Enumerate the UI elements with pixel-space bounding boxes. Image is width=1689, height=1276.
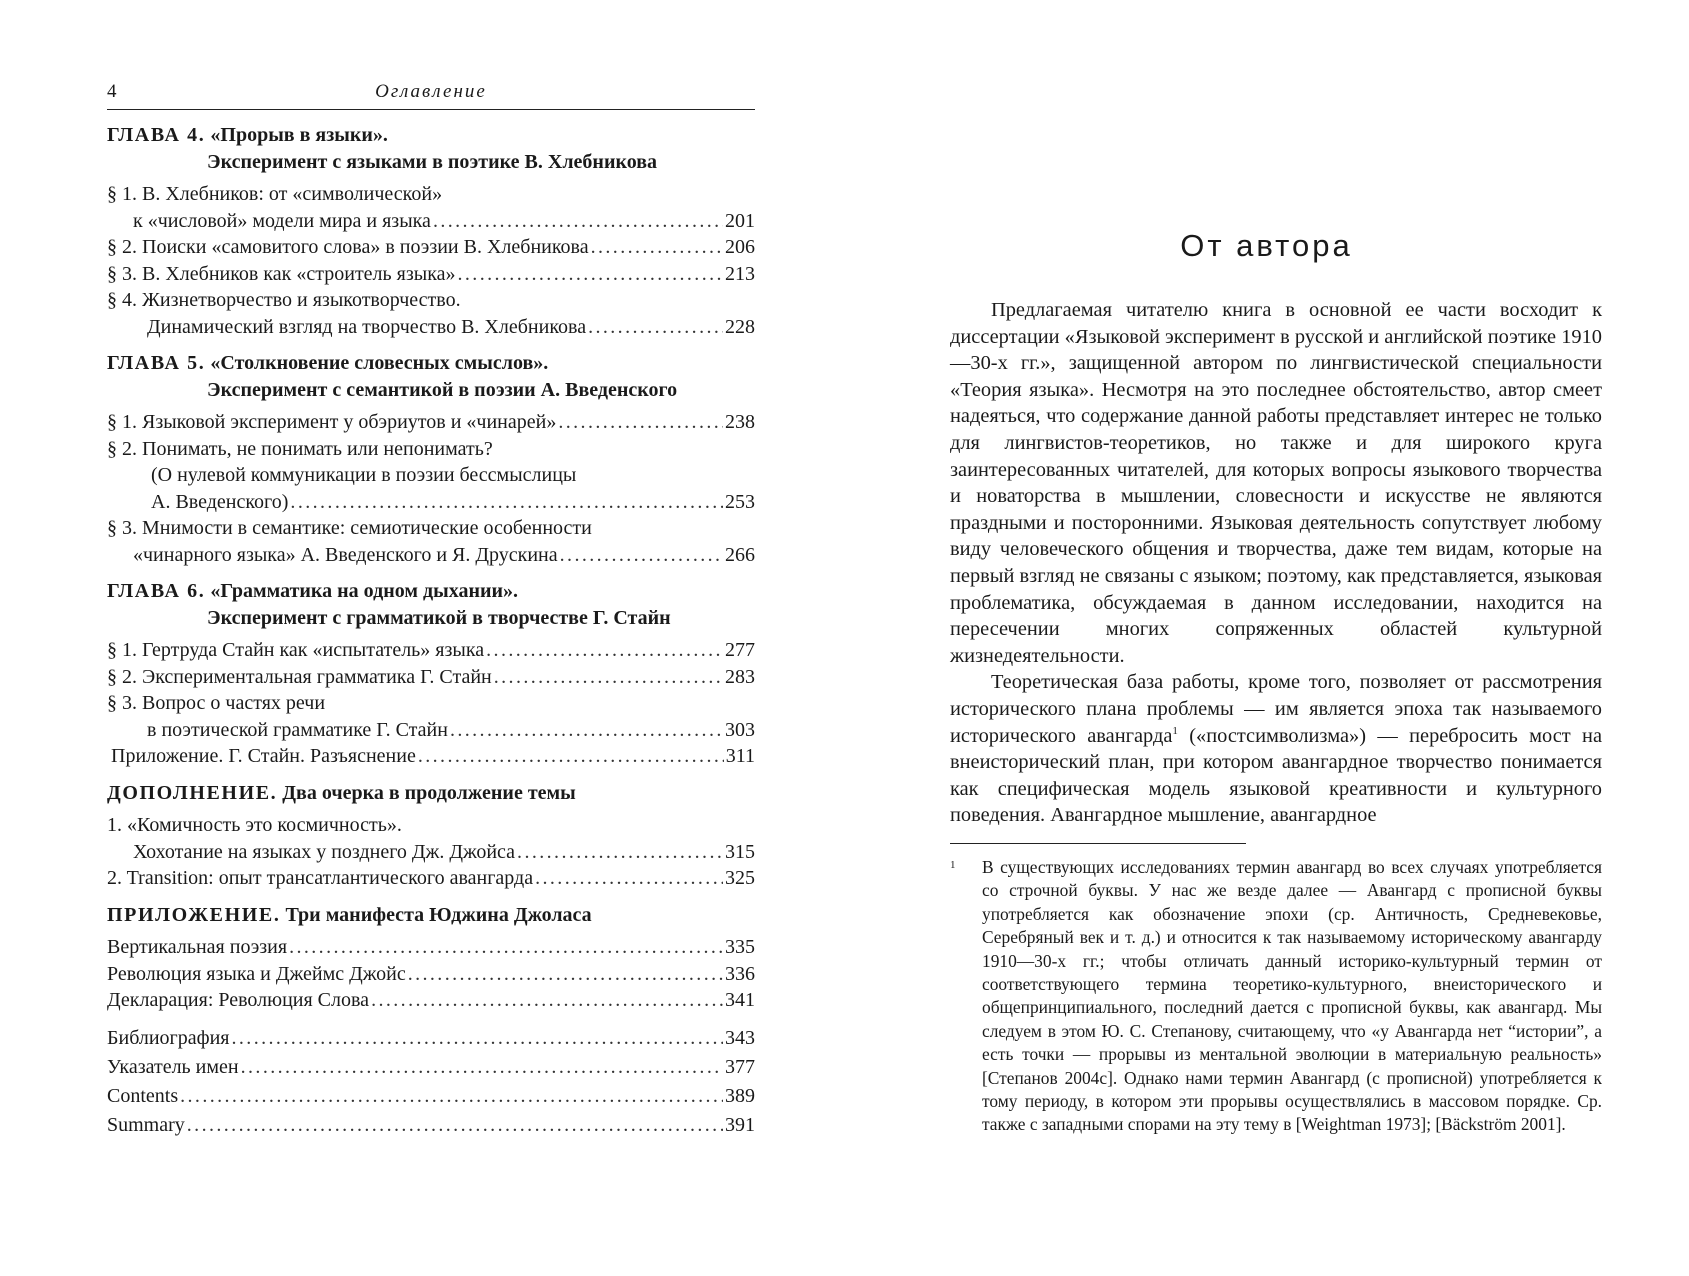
leader-dots	[494, 664, 723, 691]
toc-page-number: 213	[725, 262, 755, 285]
toc-entry[interactable]	[107, 409, 755, 436]
chapter-title: «Прорыв в языки».	[210, 124, 388, 146]
chapter-subtitle: Эксперимент с грамматикой в творчестве Г. Стайн	[207, 606, 671, 629]
leader-dots	[290, 489, 723, 516]
toc-page-number: 283	[725, 665, 755, 688]
toc-entry-text: (О нулевой коммуникации в поэзии бессмыслицы	[151, 464, 577, 486]
toc-entry-text: Вертикальная поэзия	[107, 936, 288, 958]
toc-entry-text: «чинарного языка» А. Введенского и Я. Друскина	[133, 543, 558, 566]
toc-page-number: 266	[725, 543, 755, 566]
toc-entry-text: § 3. Мнимости в семантике: семиотические особенности	[107, 517, 592, 539]
toc-entry[interactable]	[107, 987, 755, 1014]
right-page	[844, 0, 1689, 1276]
toc-entry-text: § 1. Языковой эксперимент у обэриутов и «чинарей»	[107, 411, 557, 433]
toc-entry-text: § 4. Жизнетворчество и языкотворчество.	[107, 289, 461, 311]
toc-page-number: 325	[725, 867, 755, 889]
leader-dots	[187, 1111, 723, 1140]
toc-entry-text: Summary	[107, 1113, 185, 1136]
toc-entry-text: Хохотание на языках у позднего Дж. Джойса	[133, 840, 516, 863]
chapter-5-heading	[107, 350, 755, 403]
chapter-label: ГЛАВА 5.	[107, 352, 206, 374]
toc-entry[interactable]	[107, 743, 755, 770]
toc-page-number: 228	[725, 315, 755, 338]
toc-page-number: 315	[725, 840, 755, 863]
toc-page-number: 391	[725, 1113, 755, 1136]
table-of-contents	[107, 122, 755, 1140]
leader-dots	[289, 934, 723, 961]
toc-page-number: 277	[725, 639, 755, 661]
chapter-subtitle: Эксперимент с языками в поэтике В. Хлебникова	[207, 150, 658, 173]
chapter-4-items	[107, 181, 755, 340]
leader-dots	[588, 314, 723, 341]
leader-dots	[558, 409, 723, 436]
paragraph: Предлагаемая читателю книга в основной ее части восходит к диссертации «Языковой эксперимент в русской и английской поэтике 1910—30-х гг.», защищенной автором по лингвистической специальности «Теория языка». Несмотря на это последнее обстоятельство, автор смеет надеяться, что содержание данной работы представляет интерес не только для лингвистов-теоретиков, но также и для широкого круга заинтересованных читателей, для которых вопросы языкового творчества и новаторства в мышлении, словесности и искусстве не являются праздными и посторонними. Языковая деятельность сопутствует любому виду человеческого общения и творчества, даже тем видам, которые на первый взгляд не связаны с языком; поэтому, как представляется, языковая проблематика, обсуждаемая в данном исследовании, находится на пересечении многих сопряженных областей культурной жизнедеятельности.	[950, 299, 1602, 667]
toc-entry-text: § 2. Экспериментальная грамматика Г. Стайн	[107, 665, 492, 688]
section-label: ДОПОЛНЕНИЕ.	[107, 781, 278, 804]
paragraph	[950, 669, 1602, 829]
leader-dots	[486, 637, 723, 664]
toc-entry-text: § 1. Гертруда Стайн как «испытатель» языка	[107, 639, 485, 661]
toc-entry[interactable]	[107, 961, 755, 988]
toc-entry[interactable]	[107, 181, 755, 234]
toc-entry[interactable]	[107, 812, 755, 865]
leader-dots	[560, 542, 723, 569]
toc-entry-text: Декларация: Революция Слова	[107, 989, 370, 1011]
toc-entry-text: § 3. Вопрос о частях речи	[107, 692, 326, 714]
paragraph-text: («постсимволизма») — перебросить мост на внеисторический план, при котором авангардное творчество понимается как специфическая модель языковой креативности и культурного поведения. Авангардное мышление, авангардное	[950, 724, 1603, 827]
toc-entry-text: § 2. Поиски «самовитого слова» в поэзии В. Хлебникова	[107, 236, 589, 258]
page-title: От автора	[1180, 228, 1353, 263]
paragraph-text: Теоретическая база работы, кроме того, позволяет от рассмотрения исторического плана проблемы — им является эпоха так называемого исторического авангарда	[950, 671, 1602, 747]
toc-entry-text: к «числовой» модели мира и языка	[133, 209, 431, 232]
toc-entry[interactable]	[107, 865, 755, 892]
leader-dots	[517, 839, 723, 866]
supplement-heading	[107, 780, 755, 807]
toc-page-number: 341	[725, 989, 755, 1011]
toc-entry-text: А. Введенского)	[151, 490, 289, 513]
toc-page-number: 343	[725, 1026, 755, 1049]
leader-dots	[458, 261, 724, 288]
leader-dots	[433, 208, 723, 235]
leader-dots	[591, 234, 723, 261]
toc-page-number: 303	[725, 718, 755, 741]
chapter-label: ГЛАВА 6.	[107, 580, 206, 602]
chapter-6-heading	[107, 578, 755, 631]
left-page	[0, 0, 844, 1276]
chapter-6-items	[107, 637, 755, 770]
toc-entry[interactable]	[107, 664, 755, 691]
chapter-subtitle: Эксперимент с семантикой в поэзии А. Введенского	[207, 378, 678, 401]
toc-entry[interactable]	[107, 1053, 755, 1082]
back-matter	[107, 1024, 755, 1140]
leader-dots	[408, 961, 723, 988]
toc-entry[interactable]	[107, 261, 755, 288]
toc-entry[interactable]	[107, 1024, 755, 1053]
footnote-reference[interactable]: 1	[1172, 724, 1178, 737]
toc-entry-text: Contents	[107, 1084, 179, 1107]
section-title: Три манифеста Юджина Джоласа	[285, 903, 592, 926]
section-label: ПРИЛОЖЕНИЕ.	[107, 903, 281, 926]
leader-dots	[232, 1024, 724, 1053]
toc-page-number: 377	[725, 1055, 755, 1078]
toc-page-number: 253	[725, 490, 755, 513]
toc-entry[interactable]	[107, 690, 755, 743]
toc-entry-text: § 2. Понимать, не понимать или непонимать?	[107, 437, 493, 460]
footnote-text: В существующих исследованиях термин авангард во всех случаях употребляется со строчной буквы. У нас же везде далее — Авангард с прописной буквы употребляется как обозначение эпохи (ср. Античность, Средневековье, Серебряный век и т. д.) и относится к так называемому историческому авангарду 1910—30-х гг.; чтобы отличать данный историко-культурный термин от соответствующего термина теоретико-культурного, внеисторического и общепринципиального, последний дается с прописной буквы, как авангард. Мы следуем в этом Ю. С. Степанову, считающему, что «у Авангарда нет “истории”, а есть точки — прорывы из ментальной эволюции в материальную реальность» [Степанов 2004с]. Однако нами термин Авангард (с прописной) употребляется к тому периоду, в котором эти прорывы осуществлялись в массовом порядке. Ср. также с западными спорами на эту тему в [Weightman 1973]; [Bäckström 2001].	[982, 857, 1602, 1135]
leader-dots	[371, 987, 723, 1014]
toc-page-number: 336	[725, 962, 755, 985]
toc-entry[interactable]	[107, 234, 755, 261]
toc-entry-text: 1. «Комичность это космичность».	[107, 814, 402, 836]
appendix-heading	[107, 902, 755, 929]
toc-entry[interactable]	[107, 515, 755, 568]
toc-entry-text: Динамический взгляд на творчество В. Хлебникова	[147, 315, 587, 338]
running-title: Оглавление	[375, 81, 487, 102]
toc-entry[interactable]	[107, 287, 755, 340]
toc-entry[interactable]	[107, 1082, 755, 1111]
toc-page-number: 238	[725, 411, 755, 433]
toc-entry-text: § 3. В. Хлебников как «строитель языка»	[107, 262, 456, 285]
toc-entry-text: Революция языка и Джеймс Джойс	[107, 962, 406, 985]
toc-page-number: 389	[725, 1084, 755, 1107]
toc-entry-text: Указатель имен	[107, 1055, 239, 1078]
footnote	[950, 856, 1602, 1137]
chapter-4-heading	[107, 122, 755, 175]
toc-entry-text: Приложение. Г. Стайн. Разъяснение	[111, 745, 416, 767]
chapter-title: «Грамматика на одном дыхании».	[210, 580, 519, 602]
toc-page-number: 201	[725, 209, 755, 232]
toc-page-number: 311	[725, 745, 755, 767]
chapter-title: «Столкновение словесных смыслов».	[210, 352, 549, 374]
body-text	[950, 297, 1602, 829]
footnote-divider	[950, 843, 1246, 844]
toc-entry[interactable]	[107, 637, 755, 664]
page-number: 4	[107, 81, 117, 102]
toc-page-number: 206	[725, 236, 755, 258]
toc-entry[interactable]	[107, 436, 755, 516]
footnote-number: 1	[950, 859, 956, 871]
appendix-items	[107, 934, 755, 1014]
toc-entry-text: § 1. В. Хлебников: от «символической»	[107, 183, 443, 205]
running-head	[107, 76, 755, 110]
leader-dots	[418, 743, 724, 770]
toc-entry-text: Библиография	[107, 1026, 230, 1049]
leader-dots	[241, 1053, 723, 1082]
supplement-items	[107, 812, 755, 892]
section-title: Два очерка в продолжение темы	[282, 781, 576, 804]
toc-entry-text: в поэтической грамматике Г. Стайн	[147, 718, 448, 741]
leader-dots	[450, 717, 723, 744]
toc-entry[interactable]	[107, 1111, 755, 1140]
leader-dots	[180, 1082, 723, 1111]
chapter-label: ГЛАВА 4.	[107, 124, 206, 146]
toc-entry[interactable]	[107, 934, 755, 961]
leader-dots	[535, 865, 723, 892]
chapter-5-items	[107, 409, 755, 568]
toc-entry-text: 2. Transition: опыт трансатлантического авангарда	[107, 867, 534, 889]
toc-page-number: 335	[725, 936, 755, 958]
